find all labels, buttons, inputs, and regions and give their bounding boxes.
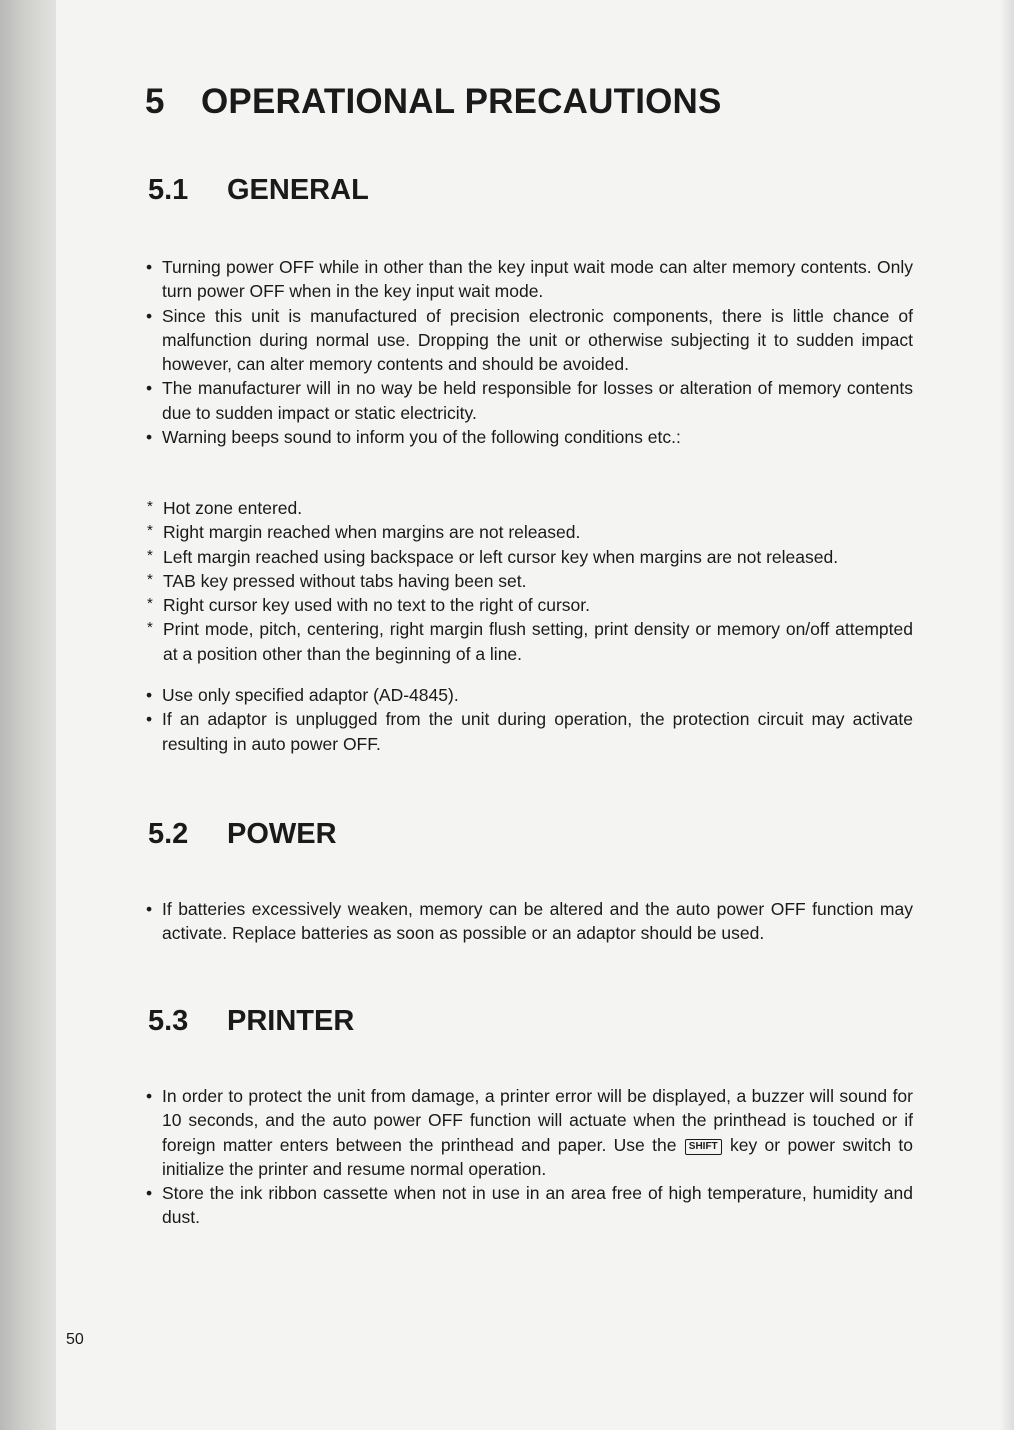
- section-heading-power: [148, 818, 337, 851]
- page-edge-shadow: [1000, 0, 1014, 1430]
- list-item: * Left margin reached using backspace or left cursor key when margins are not released.: [145, 545, 913, 569]
- chapter-number: 5: [145, 82, 165, 121]
- list-item: [145, 1084, 913, 1181]
- adaptor-precautions: [145, 683, 913, 756]
- power-precautions: [145, 897, 913, 946]
- warning-beep-conditions: [145, 496, 913, 666]
- list-item: • If batteries excessively weaken, memory can be altered and the auto power OFF function may activate. Replace batteries as soon as possible or an adaptor should be used.: [145, 897, 913, 946]
- list-item: • Since this unit is manufactured of precision electronic components, there is little chance of malfunction during normal use. Dropping the unit or otherwise subjecting it to sudden impact however, can alter memory contents and should be avoided.: [145, 304, 913, 377]
- printer-precautions: [145, 1084, 913, 1230]
- list-item: • Store the ink ribbon cassette when not in use in an area free of high temperature, humidity and dust.: [145, 1181, 913, 1230]
- list-item: * Print mode, pitch, centering, right margin flush setting, print density or memory on/off attempted at a position other than the beginning of a line.: [145, 617, 913, 666]
- list-item: • Use only specified adaptor (AD-4845).: [145, 683, 913, 707]
- binding-shadow: [0, 0, 56, 1430]
- chapter-title: OPERATIONAL PRECAUTIONS: [201, 82, 722, 121]
- section-title: POWER: [227, 818, 337, 850]
- list-item: * Hot zone entered.: [145, 496, 913, 520]
- list-item: • Turning power OFF while in other than the key input wait mode can alter memory contents. Only turn power OFF when in the key input wait mode.: [145, 255, 913, 304]
- section-heading-printer: [148, 1005, 354, 1038]
- chapter-heading: [145, 82, 722, 122]
- page-number: 50: [66, 1331, 84, 1348]
- section-number: 5.1: [148, 174, 189, 206]
- printer-text-before-key: In order to protect the unit from damage, a printer error will be displayed, a buzzer will sound for 10 seconds, and the auto power OFF function will actuate when the printhead is touched or if foreign matter enters between the printhead and paper. Use the: [162, 1086, 913, 1155]
- list-item: • If an adaptor is unplugged from the unit during operation, the protection circuit may activate resulting in auto power OFF.: [145, 707, 913, 756]
- shift-key-icon: SHIFT: [685, 1139, 722, 1155]
- section-number: 5.2: [148, 818, 189, 850]
- section-number: 5.3: [148, 1005, 189, 1037]
- section-title: GENERAL: [227, 174, 369, 206]
- list-item: * Right margin reached when margins are not released.: [145, 520, 913, 544]
- list-item: • The manufacturer will in no way be held responsible for losses or alteration of memory contents due to sudden impact or static electricity.: [145, 376, 913, 425]
- list-item: • Warning beeps sound to inform you of the following conditions etc.:: [145, 425, 913, 449]
- section-heading-general: [148, 174, 369, 207]
- printer-text-after-key: key or power switch to initialize the printer and resume normal operation.: [162, 1134, 913, 1179]
- section-title: PRINTER: [227, 1005, 355, 1037]
- general-precautions: [145, 255, 913, 449]
- list-item: * TAB key pressed without tabs having been set.: [145, 569, 913, 593]
- list-item: * Right cursor key used with no text to the right of cursor.: [145, 593, 913, 617]
